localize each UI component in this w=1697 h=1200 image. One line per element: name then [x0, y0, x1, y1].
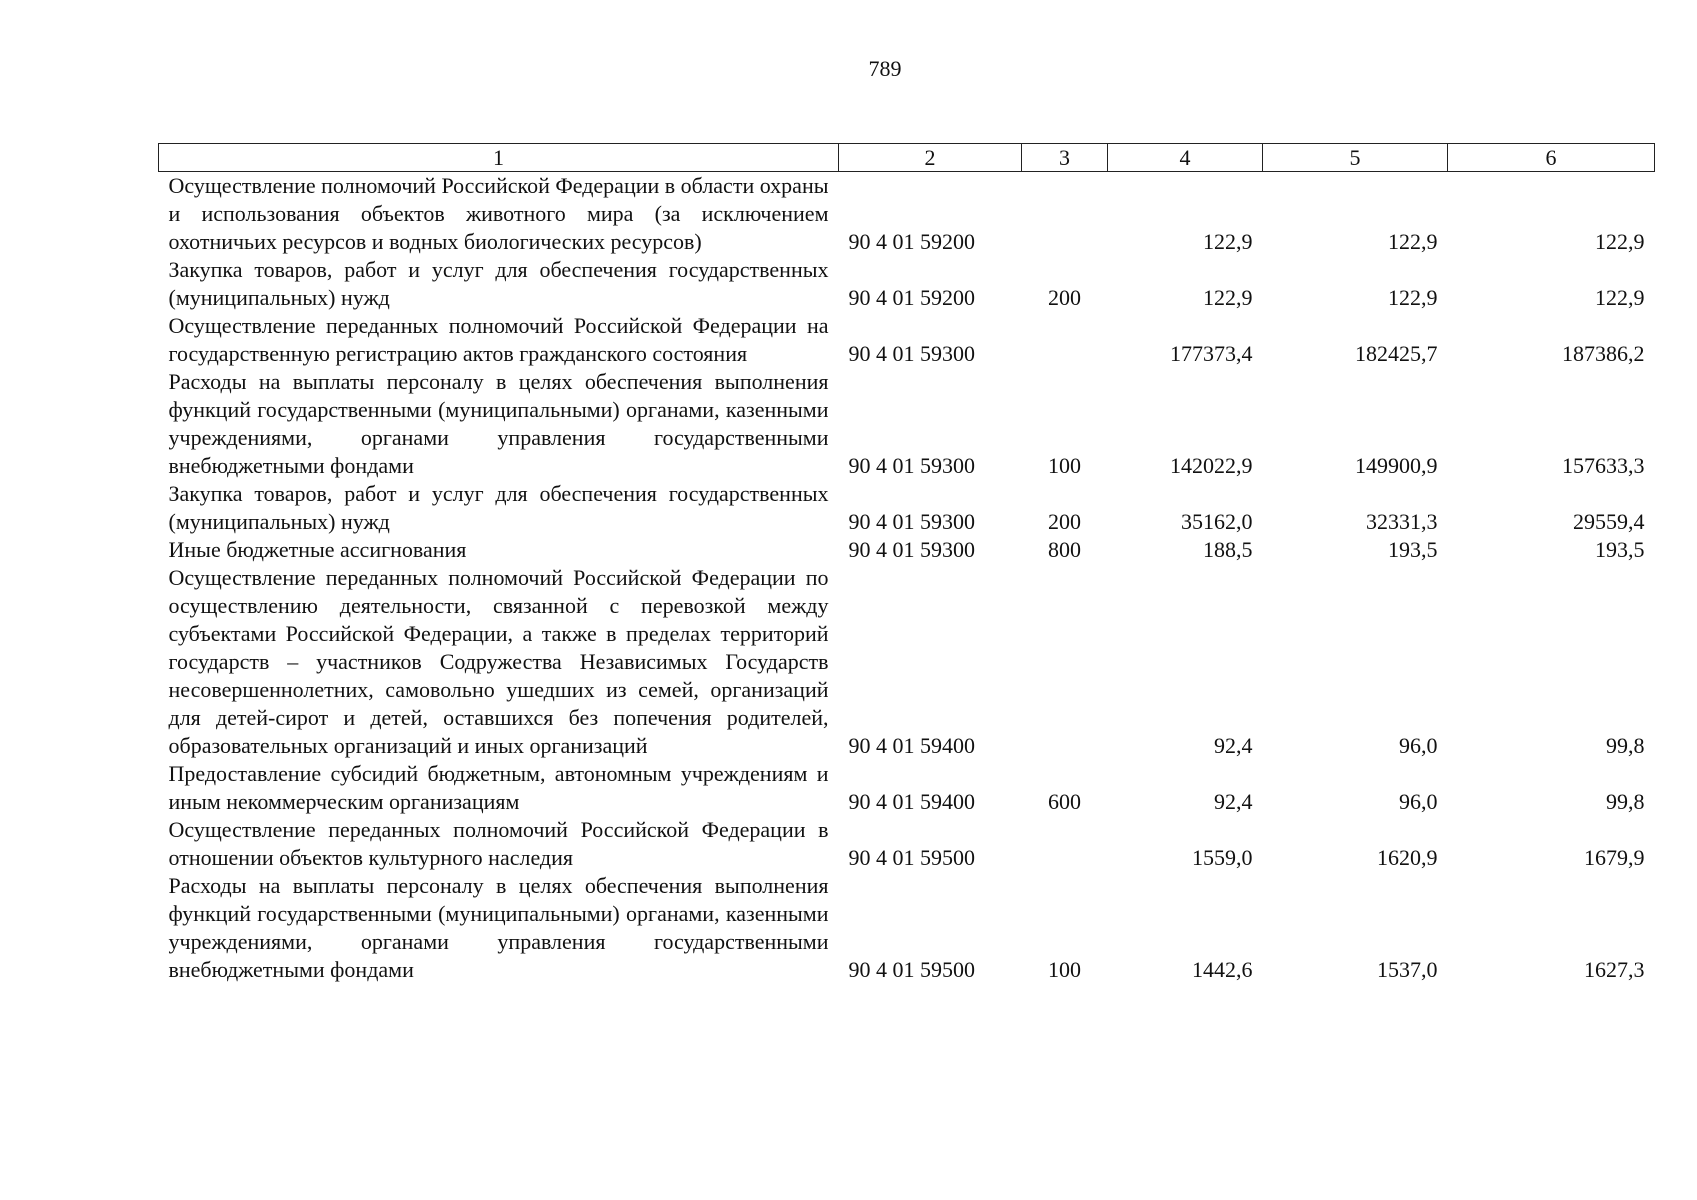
amount-col-5: 182425,7 [1355, 341, 1438, 366]
amount-col-6: 1679,9 [1584, 845, 1645, 870]
column-header-2: 2 [839, 144, 1022, 172]
expense-type: 100 [1048, 957, 1081, 982]
amount-col-4: 1559,0 [1192, 845, 1253, 870]
target-code: 90 4 01 59300 [848, 509, 975, 534]
amount-col-5: 1620,9 [1377, 845, 1438, 870]
amount-col-5: 122,9 [1388, 229, 1438, 254]
row-description: Закупка товаров, работ и услуг для обеспечения государственных (муниципальных) нужд [168, 481, 829, 534]
table-row [159, 564, 1655, 760]
page-number: 789 [868, 56, 902, 81]
amount-col-6: 99,8 [1606, 789, 1645, 814]
amount-col-4: 122,9 [1203, 285, 1253, 310]
target-code: 90 4 01 59400 [848, 733, 975, 758]
amount-col-6: 122,9 [1595, 285, 1645, 310]
target-code: 90 4 01 59300 [848, 341, 975, 366]
row-description: Осуществление переданных полномочий Российской Федерации по осуществлению деятельности, связанной с перевозкой между субъектами Российской Федерации, а также в пределах территорий государств – участников Содружества Независимых Государств несовершеннолетних, самовольно ушедших из семей, организаций для детей-сирот и детей, оставшихся без попечения родителей, образовательных организаций и иных организаций [168, 565, 829, 758]
expense-type: 600 [1048, 789, 1081, 814]
column-header-4: 4 [1108, 144, 1263, 172]
amount-col-5: 96,0 [1399, 789, 1438, 814]
table-row [159, 760, 1655, 816]
row-description: Расходы на выплаты персоналу в целях обеспечения выполнения функций государственными (муниципальными) органами, казенными учреждениями, органами управления государственными внебюджетными фондами [168, 369, 829, 478]
budget-table [158, 143, 1655, 984]
amount-col-4: 35162,0 [1181, 509, 1253, 534]
row-description: Расходы на выплаты персоналу в целях обеспечения выполнения функций государственными (муниципальными) органами, казенными учреждениями, органами управления государственными внебюджетными фондами [168, 873, 829, 982]
amount-col-5: 193,5 [1388, 537, 1438, 562]
amount-col-6: 29559,4 [1573, 509, 1645, 534]
column-header-1: 1 [159, 144, 839, 172]
column-number-row [159, 144, 1655, 172]
target-code: 90 4 01 59200 [848, 285, 975, 310]
row-description: Осуществление переданных полномочий Российской Федерации в отношении объектов культурного наследия [168, 817, 829, 870]
amount-col-4: 188,5 [1203, 537, 1253, 562]
target-code: 90 4 01 59200 [848, 229, 975, 254]
expense-type [1022, 816, 1108, 872]
row-description: Осуществление переданных полномочий Российской Федерации на государственную регистрацию актов гражданского состояния [168, 313, 829, 366]
amount-col-5: 96,0 [1399, 733, 1438, 758]
target-code: 90 4 01 59300 [848, 537, 975, 562]
table-row [159, 816, 1655, 872]
amount-col-4: 122,9 [1203, 229, 1253, 254]
table-row [159, 256, 1655, 312]
row-description: Осуществление полномочий Российской Федерации в области охраны и использования объектов животного мира (за исключением охотничьих ресурсов и водных биологических ресурсов) [168, 173, 829, 254]
row-description: Закупка товаров, работ и услуг для обеспечения государственных (муниципальных) нужд [168, 257, 829, 310]
amount-col-4: 92,4 [1214, 733, 1253, 758]
column-header-3: 3 [1022, 144, 1108, 172]
amount-col-5: 1537,0 [1377, 957, 1438, 982]
amount-col-6: 99,8 [1606, 733, 1645, 758]
row-description: Иные бюджетные ассигнования [168, 537, 467, 562]
amount-col-5: 122,9 [1388, 285, 1438, 310]
table-row [159, 872, 1655, 984]
expense-type [1022, 172, 1108, 257]
amount-col-4: 142022,9 [1170, 453, 1253, 478]
table-row [159, 536, 1655, 564]
target-code: 90 4 01 59500 [848, 845, 975, 870]
column-header-5: 5 [1263, 144, 1448, 172]
column-header-6: 6 [1448, 144, 1655, 172]
amount-col-6: 193,5 [1595, 537, 1645, 562]
table-header [159, 144, 1655, 172]
table-row [159, 368, 1655, 480]
amount-col-5: 32331,3 [1366, 509, 1438, 534]
target-code: 90 4 01 59300 [848, 453, 975, 478]
expense-type: 200 [1048, 509, 1081, 534]
target-code: 90 4 01 59500 [848, 957, 975, 982]
expense-type: 100 [1048, 453, 1081, 478]
target-code: 90 4 01 59400 [848, 789, 975, 814]
table-body [159, 172, 1655, 985]
amount-col-6: 122,9 [1595, 229, 1645, 254]
expense-type: 800 [1048, 537, 1081, 562]
amount-col-5: 149900,9 [1355, 453, 1438, 478]
amount-col-6: 187386,2 [1562, 341, 1645, 366]
amount-col-6: 1627,3 [1584, 957, 1645, 982]
table-row [159, 312, 1655, 368]
expense-type [1022, 312, 1108, 368]
amount-col-4: 92,4 [1214, 789, 1253, 814]
amount-col-4: 177373,4 [1170, 341, 1253, 366]
table-row [159, 172, 1655, 257]
amount-col-6: 157633,3 [1562, 453, 1645, 478]
row-description: Предоставление субсидий бюджетным, автономным учреждениям и иным некоммерческим организациям [168, 761, 829, 814]
expense-type [1022, 564, 1108, 760]
expense-type: 200 [1048, 285, 1081, 310]
amount-col-4: 1442,6 [1192, 957, 1253, 982]
table-row [159, 480, 1655, 536]
